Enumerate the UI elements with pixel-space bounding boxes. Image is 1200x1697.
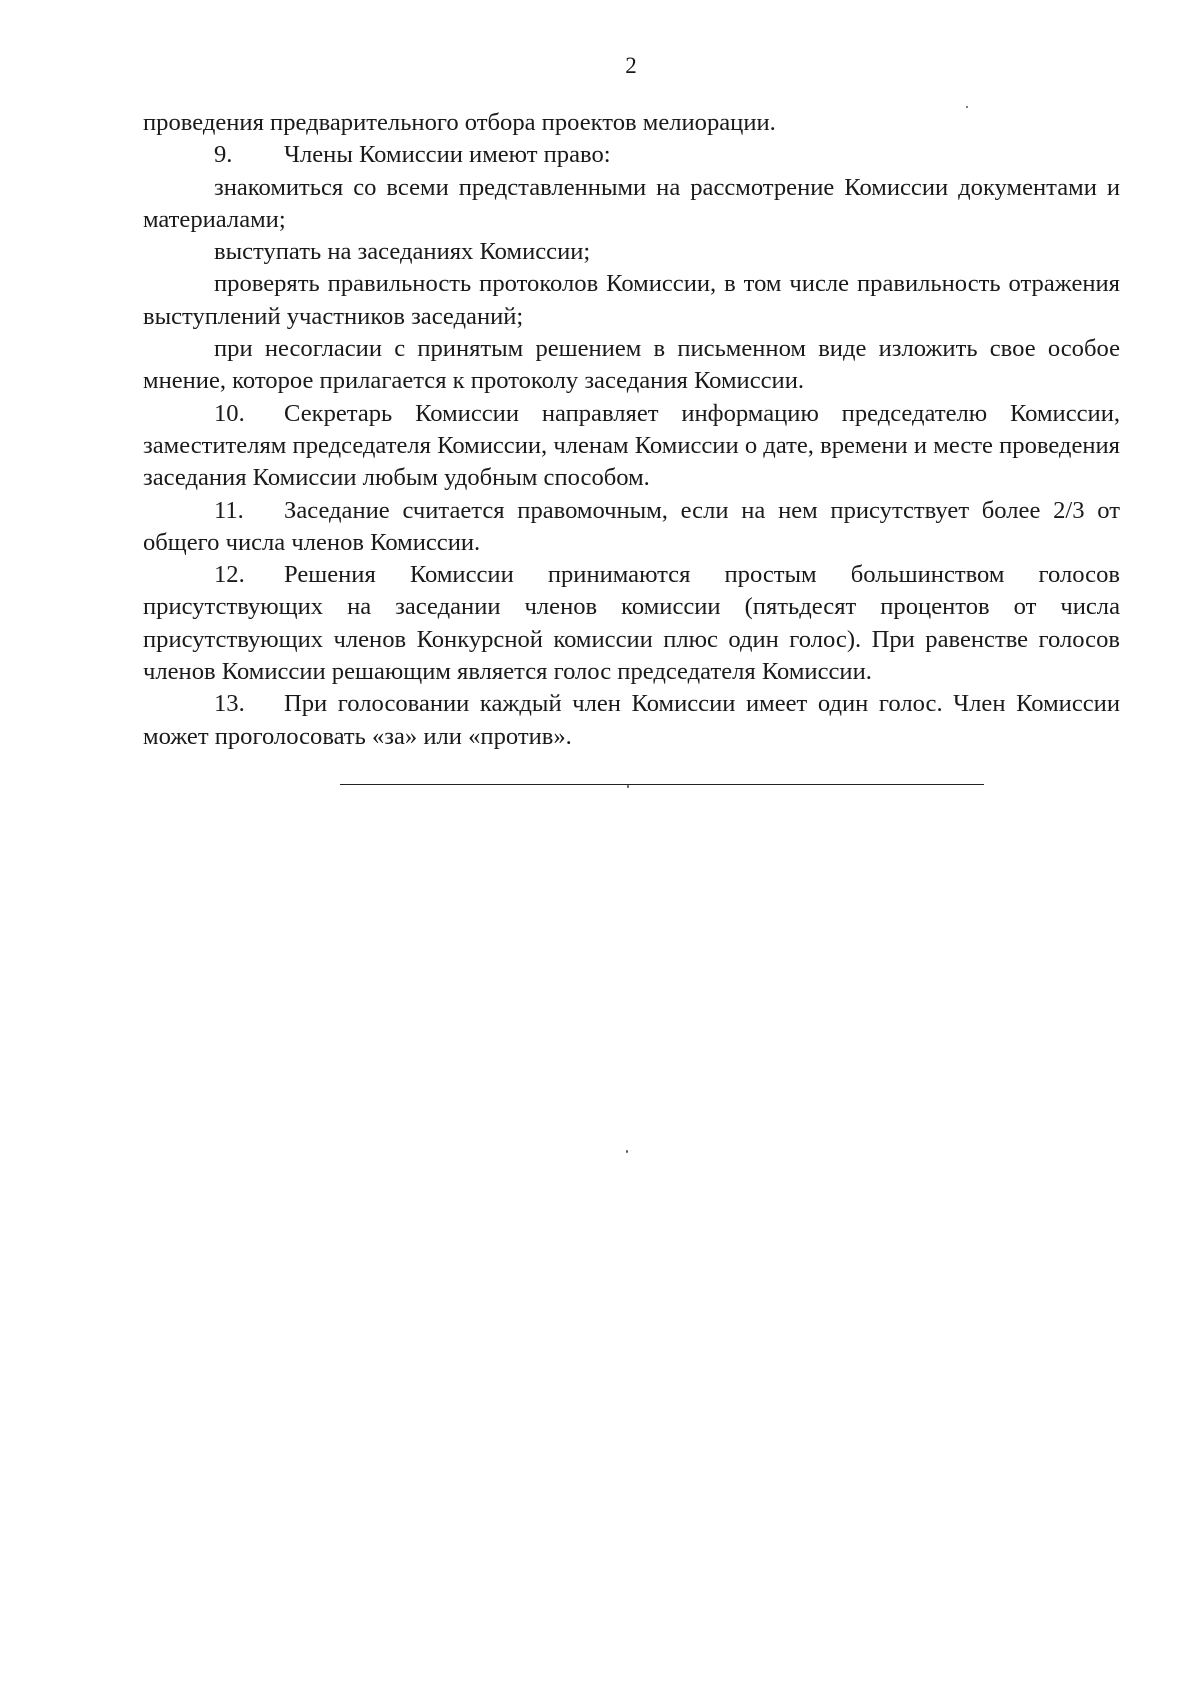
scan-speck <box>627 785 629 788</box>
paragraph-11-number: 11. <box>214 496 244 524</box>
paragraph-11 <box>143 495 1120 560</box>
paragraph-9-item-2: выступать на заседаниях Комиссии; <box>214 238 591 266</box>
paragraph-12 <box>143 559 1120 688</box>
paragraph-9-item-4: при несогласии с принятым решением в письменном виде изложить свое особое мнение, которое прилагается к протоколу заседания Комиссии. <box>143 335 1120 395</box>
paragraph-11-text: Заседание считается правомочным, если на нем присутствует более 2/3 от общего числа членов Комиссии. <box>143 496 1120 556</box>
paragraph-13-text: При голосовании каждый член Комиссии имеет один голос. Член Комиссии может проголосовать «за» или «против». <box>143 690 1120 750</box>
paragraph-13-number: 13. <box>214 690 245 718</box>
paragraph-10 <box>143 398 1120 495</box>
paragraph-9 <box>143 139 1120 171</box>
end-separator-line <box>340 784 984 785</box>
paragraph-9-item-1: знакомиться со всеми представленными на рассмотрение Комиссии документами и материалами; <box>143 173 1120 233</box>
paragraph-10-number: 10. <box>214 399 245 427</box>
paragraph-12-number: 12. <box>214 561 245 589</box>
paragraph-13 <box>143 688 1120 753</box>
page-number: 2 <box>625 53 637 78</box>
document-body <box>143 107 1120 753</box>
paragraph-10-text: Секретарь Комиссии направляет информацию председателю Комиссии, заместителям председателя Комиссии, членам Комиссии о дате, времени и месте проведения заседания Комиссии любым удобным способом. <box>143 399 1120 492</box>
paragraph-9-number: 9. <box>214 141 233 169</box>
scan-speck <box>966 106 968 108</box>
scan-speck <box>626 1150 628 1153</box>
paragraph-9-item-3: проверять правильность протоколов Комиссии, в том числе правильность отражения выступлений участников заседаний; <box>143 270 1120 330</box>
paragraph-continuation: проведения предварительного отбора проектов мелиорации. <box>143 109 776 136</box>
paragraph-9-text: Члены Комиссии имеют право: <box>284 141 611 169</box>
paragraph-12-text: Решения Комиссии принимаются простым большинством голосов присутствующих на заседании членов комиссии (пятьдесят процентов от числа присутствующих членов Конкурсной комиссии плюс один голос). При равенстве голосов членов Комиссии решающим является голос председателя Комиссии. <box>143 561 1120 686</box>
